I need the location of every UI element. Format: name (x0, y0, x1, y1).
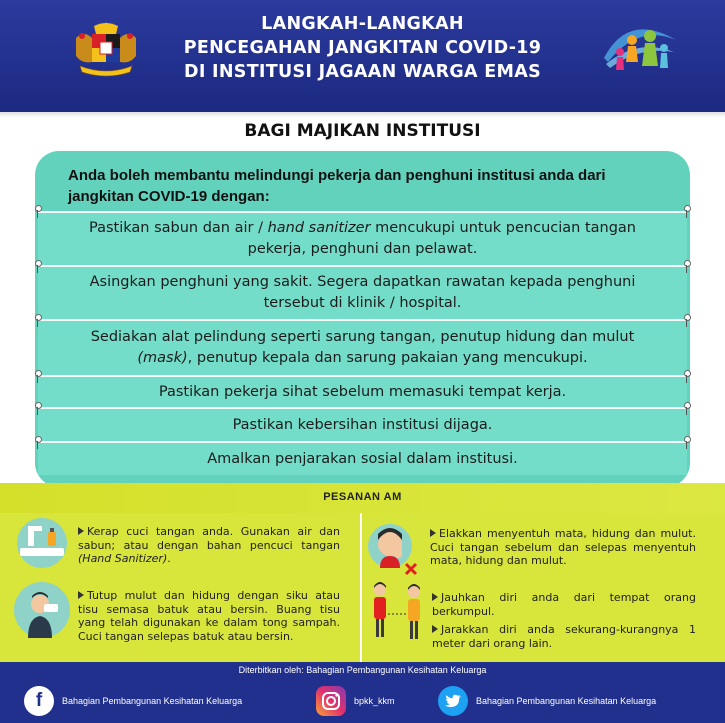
pin-icon (34, 205, 41, 219)
tip-distance (432, 623, 696, 650)
twitter-link[interactable] (438, 684, 656, 718)
header-shadow (0, 112, 725, 118)
tip-text: Tutup mulut dan hidung dengan siku atau tisu semasa batuk atau bersin. Buang tisu yang telah digunakan ke dalam tong sampah. Cuci tangan selepas batuk atau bersin. (78, 589, 340, 643)
bullet-arrow-icon (430, 529, 436, 537)
title-line-2: PENCEGAHAN JANGKITAN COVID-19 (183, 38, 542, 58)
malaysia-coat-of-arms-icon (70, 20, 142, 82)
step-item (38, 211, 687, 265)
pin-icon (34, 370, 41, 384)
step-item (38, 441, 687, 475)
step-text-part: , penutup kepala dan sarung pakaian yang mencukupi. (187, 350, 588, 366)
section-title: BAGI MAJIKAN INSTITUSI (244, 121, 481, 141)
tip-text: Jauhkan diri anda dari tempat orang berkumpul. (432, 591, 696, 618)
step-text: Pastikan kebersihan institusi dijaga. (232, 416, 493, 433)
pin-icon (683, 205, 690, 219)
tip-handwash (78, 525, 340, 566)
tip-text: Jarakkan diri anda sekurang-kurangnya 1 meter dari orang lain. (432, 623, 696, 650)
pin-icon (34, 436, 41, 450)
step-text (68, 327, 657, 369)
step-text-part: mencukupi untuk pencucian tangan pekerja, penghuni dan pelawat. (247, 220, 636, 257)
facebook-icon: f (24, 686, 54, 716)
title-line-1: LANGKAH-LANGKAH (261, 14, 464, 34)
pin-icon (683, 260, 690, 274)
pin-icon (683, 402, 690, 416)
instagram-link[interactable] (316, 684, 395, 718)
tip-text-part: . (167, 552, 171, 565)
step-text-part: Pastikan sabun dan air / (89, 220, 268, 236)
pin-icon (683, 314, 690, 328)
step-text: Amalkan penjarakan sosial dalam institusi. (207, 450, 518, 467)
step-text (68, 272, 657, 314)
step-text-italic: hand sanitizer (267, 220, 371, 236)
instagram-icon (316, 686, 346, 716)
step-text-part: Asingkan penghuni yang sakit. Segera dapatkan rawatan kepada penghuni tersebut di klinik / hospital. (89, 274, 636, 311)
step-item (38, 375, 687, 407)
step-item (38, 265, 687, 319)
twitter-label: Bahagian Pembangunan Kesihatan Keluarga (476, 696, 657, 706)
facebook-label: Bahagian Pembangunan Kesihatan Keluarga (62, 696, 243, 706)
step-item (38, 407, 687, 441)
step-text: Pastikan pekerja sihat sebelum memasuki tempat kerja. (158, 383, 567, 400)
pin-icon (683, 436, 690, 450)
general-messages-heading: PESANAN AM (323, 491, 402, 503)
tip-crowd (432, 591, 696, 618)
instagram-label: bpkk_kkm (354, 696, 395, 706)
bullet-arrow-icon (78, 527, 84, 535)
tip-text-italic: (Hand Sanitizer) (78, 552, 168, 565)
family-logo-icon (598, 18, 680, 80)
header-banner (0, 0, 725, 112)
pin-icon (34, 260, 41, 274)
tip-touch (430, 527, 696, 568)
handwash-icon (14, 518, 70, 568)
touch-face-icon (364, 516, 424, 578)
bullet-arrow-icon (432, 593, 438, 601)
bullet-arrow-icon (78, 591, 84, 599)
tip-cough (78, 589, 340, 643)
social-distance-icon (368, 580, 430, 646)
footer (0, 662, 725, 723)
publisher-text: Diterbitkan oleh: Bahagian Pembangunan Kesihatan Keluarga (238, 665, 487, 675)
employer-steps-panel (35, 151, 690, 487)
title-line-3: DI INSTITUSI JAGAAN WARGA EMAS (184, 62, 541, 82)
cough-icon (14, 582, 70, 638)
twitter-icon (438, 686, 468, 716)
intro-text: Anda boleh membantu melindungi pekerja dan penghuni institusi anda dari jangkitan COVID-19 dengan: (68, 167, 606, 205)
step-text-part: Sediakan alat pelindung seperti sarung tangan, penutup hidung dan mulut (90, 329, 635, 345)
step-text (68, 218, 657, 260)
bullet-arrow-icon (432, 625, 438, 633)
general-messages-header (0, 483, 725, 513)
page-title (160, 12, 565, 84)
tip-text-part: Kerap cuci tangan anda. Gunakan air dan sabun; atau dengan bahan pencuci tangan (78, 525, 340, 552)
facebook-link[interactable] (24, 684, 242, 718)
pin-icon (34, 402, 41, 416)
tip-text: Elakkan menyentuh mata, hidung dan mulut. Cuci tangan sebelum dan selepas menyentuh mata, hidung dan mulut. (430, 527, 696, 567)
pin-icon (34, 314, 41, 328)
step-text-italic: (mask) (137, 350, 188, 366)
pin-icon (683, 370, 690, 384)
step-item (38, 319, 687, 375)
